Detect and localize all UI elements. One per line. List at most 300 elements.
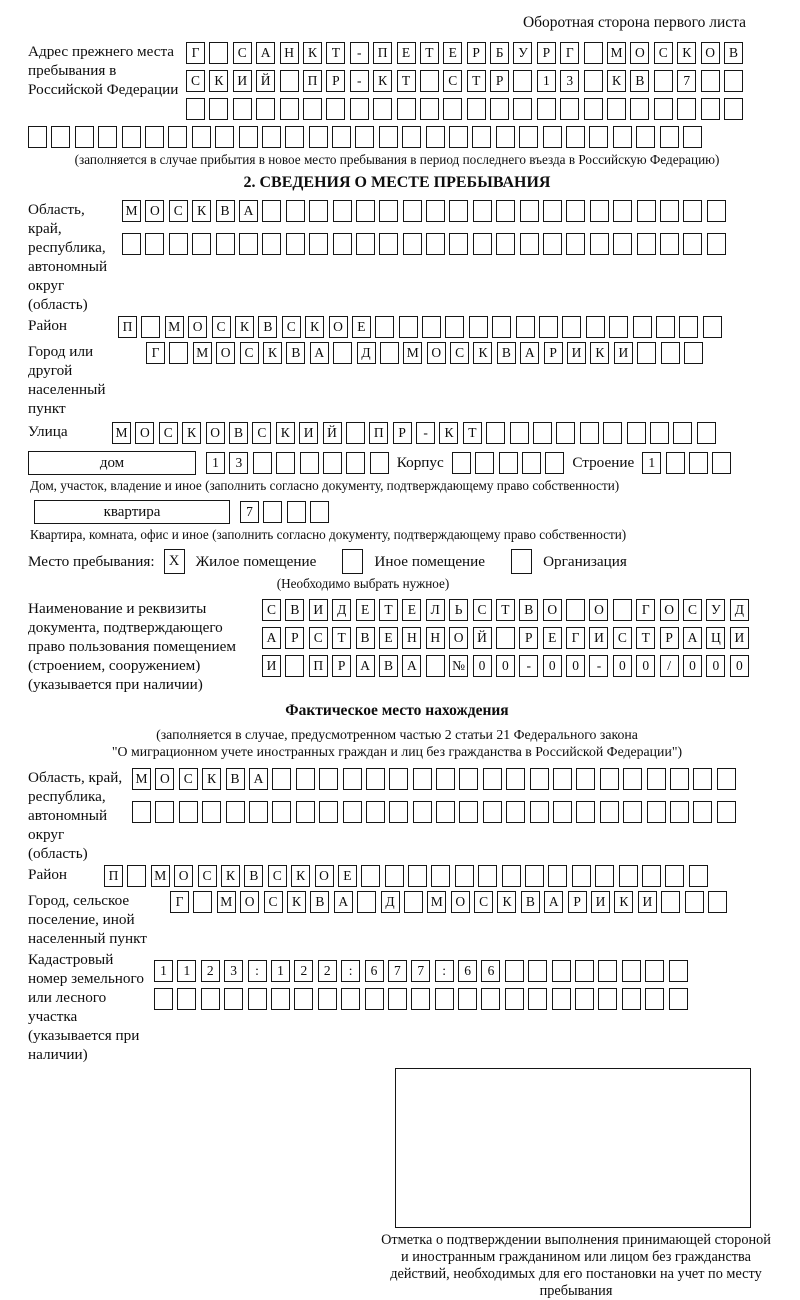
document-row-3 bbox=[262, 655, 749, 677]
char-cell: А bbox=[402, 655, 421, 677]
char-cell: Р bbox=[285, 627, 304, 649]
char-cell: Е bbox=[356, 599, 375, 621]
char-cell: О bbox=[589, 599, 608, 621]
char-cell bbox=[379, 200, 398, 222]
apartment-block bbox=[34, 500, 766, 524]
char-cell bbox=[575, 960, 594, 982]
char-cell: Е bbox=[543, 627, 562, 649]
char-cell: О bbox=[155, 768, 174, 790]
char-cell bbox=[239, 233, 258, 255]
char-cell: 1 bbox=[642, 452, 661, 474]
char-cell bbox=[402, 126, 421, 148]
char-cell: Е bbox=[397, 42, 416, 64]
char-cell: П bbox=[104, 865, 123, 887]
korpus-boxes bbox=[452, 452, 565, 474]
char-cell bbox=[478, 865, 497, 887]
char-cell bbox=[397, 98, 416, 120]
char-cell bbox=[296, 801, 315, 823]
char-cell: О bbox=[701, 42, 720, 64]
char-cell bbox=[169, 342, 188, 364]
char-cell: И bbox=[589, 627, 608, 649]
char-cell bbox=[683, 233, 702, 255]
char-cell bbox=[413, 768, 432, 790]
char-cell bbox=[365, 988, 384, 1010]
char-cell: С bbox=[186, 70, 205, 92]
char-cell: М bbox=[122, 200, 141, 222]
char-cell bbox=[332, 126, 351, 148]
char-cell bbox=[192, 126, 211, 148]
char-cell bbox=[458, 988, 477, 1010]
char-cell: А bbox=[262, 627, 281, 649]
char-cell bbox=[449, 200, 468, 222]
char-cell: Н bbox=[426, 627, 445, 649]
char-cell: У bbox=[706, 599, 725, 621]
char-cell bbox=[627, 422, 646, 444]
char-cell bbox=[177, 988, 196, 1010]
char-cell bbox=[420, 70, 439, 92]
char-cell: : bbox=[435, 960, 454, 982]
char-cell bbox=[708, 891, 727, 913]
char-cell: Е bbox=[402, 599, 421, 621]
char-cell bbox=[209, 98, 228, 120]
char-cell: М bbox=[132, 768, 151, 790]
char-cell: Г bbox=[146, 342, 165, 364]
char-cell bbox=[666, 452, 685, 474]
char-cell: К bbox=[263, 342, 282, 364]
char-cell: Н bbox=[280, 42, 299, 64]
char-cell: С bbox=[683, 599, 702, 621]
char-cell bbox=[685, 891, 704, 913]
char-cell: - bbox=[519, 655, 538, 677]
char-cell: 6 bbox=[458, 960, 477, 982]
char-cell bbox=[660, 200, 679, 222]
char-cell: С bbox=[159, 422, 178, 444]
char-cell: А bbox=[334, 891, 353, 913]
document-row-2 bbox=[262, 627, 749, 649]
char-cell: 7 bbox=[411, 960, 430, 982]
char-cell bbox=[562, 316, 581, 338]
char-cell bbox=[385, 865, 404, 887]
char-cell bbox=[202, 801, 221, 823]
char-cell: Р bbox=[544, 342, 563, 364]
street-label: Улица bbox=[28, 423, 68, 440]
char-cell bbox=[294, 988, 313, 1010]
char-cell: Д bbox=[381, 891, 400, 913]
char-cell bbox=[513, 70, 532, 92]
cadastral-row-1 bbox=[154, 960, 688, 982]
stay-type-checkbox-residential bbox=[164, 549, 185, 574]
char-cell: В bbox=[521, 891, 540, 913]
char-cell: О bbox=[145, 200, 164, 222]
char-cell bbox=[355, 126, 374, 148]
char-cell bbox=[684, 342, 703, 364]
char-cell bbox=[656, 316, 675, 338]
char-cell: С bbox=[268, 865, 287, 887]
char-cell: Е bbox=[338, 865, 357, 887]
char-cell bbox=[496, 126, 515, 148]
char-cell bbox=[169, 233, 188, 255]
char-cell bbox=[98, 126, 117, 148]
char-cell: X bbox=[164, 549, 185, 574]
char-cell bbox=[637, 200, 656, 222]
char-cell bbox=[689, 452, 708, 474]
char-cell bbox=[543, 233, 562, 255]
char-cell bbox=[607, 98, 626, 120]
char-cell bbox=[233, 98, 252, 120]
char-cell: В bbox=[379, 655, 398, 677]
char-cell bbox=[510, 422, 529, 444]
char-cell bbox=[724, 70, 743, 92]
char-cell bbox=[677, 98, 696, 120]
char-cell: М bbox=[165, 316, 184, 338]
char-cell bbox=[566, 599, 585, 621]
char-cell bbox=[539, 316, 558, 338]
char-cell bbox=[689, 865, 708, 887]
char-cell: Т bbox=[636, 627, 655, 649]
char-cell bbox=[520, 200, 539, 222]
char-cell bbox=[346, 422, 365, 444]
char-cell bbox=[660, 126, 679, 148]
char-cell bbox=[492, 316, 511, 338]
char-cell: М bbox=[112, 422, 131, 444]
char-cell: В bbox=[286, 342, 305, 364]
char-cell bbox=[350, 98, 369, 120]
char-cell bbox=[366, 768, 385, 790]
char-cell bbox=[545, 452, 564, 474]
char-cell bbox=[525, 865, 544, 887]
confirmation-mark-box bbox=[395, 1068, 751, 1228]
char-cell: 1 bbox=[154, 960, 173, 982]
char-cell bbox=[595, 865, 614, 887]
char-cell bbox=[661, 342, 680, 364]
char-cell bbox=[449, 126, 468, 148]
char-cell: В bbox=[519, 599, 538, 621]
char-cell bbox=[496, 233, 515, 255]
char-cell: О bbox=[206, 422, 225, 444]
char-cell bbox=[576, 768, 595, 790]
char-cell bbox=[51, 126, 70, 148]
char-cell bbox=[426, 655, 445, 677]
char-cell bbox=[693, 801, 712, 823]
char-cell bbox=[598, 988, 617, 1010]
char-cell: Р bbox=[568, 891, 587, 913]
char-cell bbox=[566, 233, 585, 255]
char-cell bbox=[623, 768, 642, 790]
char-cell bbox=[449, 233, 468, 255]
char-cell bbox=[271, 988, 290, 1010]
char-cell: К bbox=[497, 891, 516, 913]
char-cell bbox=[520, 233, 539, 255]
char-cell bbox=[389, 801, 408, 823]
char-cell: О bbox=[660, 599, 679, 621]
char-cell bbox=[408, 865, 427, 887]
char-cell: К bbox=[276, 422, 295, 444]
char-cell bbox=[155, 801, 174, 823]
char-cell: В bbox=[310, 891, 329, 913]
char-cell: - bbox=[416, 422, 435, 444]
char-cell bbox=[603, 422, 622, 444]
char-cell: Р bbox=[326, 70, 345, 92]
char-cell bbox=[426, 126, 445, 148]
cadastral-row-2 bbox=[154, 988, 688, 1010]
char-cell: О bbox=[630, 42, 649, 64]
char-cell bbox=[481, 988, 500, 1010]
char-cell bbox=[341, 988, 360, 1010]
char-cell bbox=[548, 865, 567, 887]
stay-type-caption: (Необходимо выбрать нужное) bbox=[276, 576, 450, 591]
char-cell bbox=[613, 599, 632, 621]
prev-address-caption: (заполняется в случае прибытия в новое место пребывания в период последнего въезда в Российскую Федерацию) bbox=[74, 152, 720, 167]
document-grid bbox=[262, 599, 749, 677]
char-cell bbox=[600, 801, 619, 823]
char-cell: Д bbox=[730, 599, 749, 621]
char-cell bbox=[533, 422, 552, 444]
char-cell: С bbox=[233, 42, 252, 64]
char-cell bbox=[309, 200, 328, 222]
char-cell: О bbox=[449, 627, 468, 649]
char-cell bbox=[590, 200, 609, 222]
char-cell: В bbox=[356, 627, 375, 649]
char-cell: А bbox=[310, 342, 329, 364]
char-cell: К bbox=[182, 422, 201, 444]
char-cell: Т bbox=[463, 422, 482, 444]
prev-address-row-2 bbox=[186, 70, 743, 92]
stay-type-option-organization-label: Организация bbox=[543, 552, 627, 570]
char-cell bbox=[127, 865, 146, 887]
char-cell bbox=[613, 233, 632, 255]
char-cell: И bbox=[299, 422, 318, 444]
char-cell bbox=[580, 422, 599, 444]
char-cell: 3 bbox=[224, 960, 243, 982]
char-cell bbox=[670, 768, 689, 790]
char-cell bbox=[633, 316, 652, 338]
char-cell: Т bbox=[397, 70, 416, 92]
char-cell bbox=[717, 801, 736, 823]
char-cell bbox=[502, 865, 521, 887]
char-cell: У bbox=[513, 42, 532, 64]
char-cell: О bbox=[188, 316, 207, 338]
char-cell bbox=[553, 801, 572, 823]
char-cell: 0 bbox=[683, 655, 702, 677]
al-region-grid bbox=[132, 768, 736, 823]
char-cell bbox=[216, 233, 235, 255]
char-cell: К bbox=[221, 865, 240, 887]
char-cell bbox=[584, 42, 603, 64]
char-cell bbox=[613, 200, 632, 222]
char-cell bbox=[224, 988, 243, 1010]
char-cell: С bbox=[613, 627, 632, 649]
char-cell: 2 bbox=[318, 960, 337, 982]
char-cell: 6 bbox=[481, 960, 500, 982]
char-cell: М bbox=[403, 342, 422, 364]
char-cell: И bbox=[233, 70, 252, 92]
char-cell: С bbox=[264, 891, 283, 913]
char-cell: 7 bbox=[240, 501, 259, 523]
char-cell bbox=[683, 126, 702, 148]
char-cell: И bbox=[567, 342, 586, 364]
stay-type-row bbox=[28, 549, 766, 574]
char-cell: П bbox=[118, 316, 137, 338]
char-cell bbox=[404, 891, 423, 913]
char-cell: Ь bbox=[449, 599, 468, 621]
char-cell: 1 bbox=[177, 960, 196, 982]
char-cell: В bbox=[497, 342, 516, 364]
char-cell: И bbox=[638, 891, 657, 913]
section2-title: 2. СВЕДЕНИЯ О МЕСТЕ ПРЕБЫВАНИЯ bbox=[243, 174, 551, 191]
char-cell: 0 bbox=[613, 655, 632, 677]
char-cell bbox=[506, 801, 525, 823]
apartment-field: квартира bbox=[34, 500, 230, 524]
char-cell bbox=[309, 126, 328, 148]
al-district-row bbox=[104, 865, 708, 887]
char-cell: С bbox=[474, 891, 493, 913]
char-cell bbox=[483, 768, 502, 790]
char-cell: 1 bbox=[206, 452, 225, 474]
char-cell: С bbox=[252, 422, 271, 444]
char-cell: С bbox=[179, 768, 198, 790]
actual-location-title: Фактическое место нахождения bbox=[285, 702, 509, 719]
char-cell: В bbox=[244, 865, 263, 887]
char-cell: Г bbox=[560, 42, 579, 64]
prev-address-block bbox=[28, 42, 766, 126]
char-cell: С bbox=[212, 316, 231, 338]
char-cell: А bbox=[520, 342, 539, 364]
char-cell bbox=[516, 316, 535, 338]
char-cell bbox=[486, 422, 505, 444]
district-label: Район bbox=[28, 317, 68, 334]
char-cell bbox=[528, 988, 547, 1010]
house-field: дом bbox=[28, 451, 196, 475]
al-city-label: Город, сельское поселение, иной населенный пункт bbox=[28, 892, 147, 947]
char-cell bbox=[318, 988, 337, 1010]
char-cell: Р bbox=[537, 42, 556, 64]
char-cell: С bbox=[240, 342, 259, 364]
char-cell bbox=[422, 316, 441, 338]
char-cell bbox=[707, 200, 726, 222]
district-row bbox=[118, 316, 722, 338]
char-cell bbox=[654, 98, 673, 120]
char-cell bbox=[319, 801, 338, 823]
street-row bbox=[112, 422, 716, 444]
char-cell bbox=[389, 768, 408, 790]
char-cell bbox=[459, 768, 478, 790]
char-cell bbox=[310, 501, 329, 523]
char-cell bbox=[168, 126, 187, 148]
prev-address-grid bbox=[186, 42, 743, 126]
char-cell: С bbox=[198, 865, 217, 887]
char-cell: В bbox=[630, 70, 649, 92]
char-cell: Б bbox=[490, 42, 509, 64]
char-cell bbox=[552, 988, 571, 1010]
char-cell bbox=[519, 126, 538, 148]
char-cell bbox=[560, 98, 579, 120]
char-cell: Т bbox=[496, 599, 515, 621]
char-cell bbox=[552, 960, 571, 982]
char-cell bbox=[286, 233, 305, 255]
char-cell: 0 bbox=[496, 655, 515, 677]
char-cell: : bbox=[248, 960, 267, 982]
char-cell: К bbox=[607, 70, 626, 92]
char-cell: П bbox=[369, 422, 388, 444]
char-cell: И bbox=[614, 342, 633, 364]
char-cell bbox=[496, 627, 515, 649]
al-district-label: Район bbox=[28, 866, 68, 883]
char-cell bbox=[660, 233, 679, 255]
char-cell: А bbox=[683, 627, 702, 649]
char-cell bbox=[436, 801, 455, 823]
char-cell: 0 bbox=[730, 655, 749, 677]
char-cell bbox=[566, 126, 585, 148]
char-cell bbox=[262, 126, 281, 148]
char-cell: К bbox=[202, 768, 221, 790]
char-cell: Н bbox=[402, 627, 421, 649]
al-district-block bbox=[28, 865, 766, 887]
char-cell bbox=[661, 891, 680, 913]
char-cell: В bbox=[285, 599, 304, 621]
char-cell: К bbox=[209, 70, 228, 92]
char-cell bbox=[637, 342, 656, 364]
char-cell: 7 bbox=[388, 960, 407, 982]
char-cell bbox=[576, 801, 595, 823]
char-cell: О bbox=[543, 599, 562, 621]
char-cell: И bbox=[262, 655, 281, 677]
char-cell: Е bbox=[443, 42, 462, 64]
page-header-note: Оборотная сторона первого листа bbox=[522, 14, 746, 31]
char-cell: 3 bbox=[229, 452, 248, 474]
char-cell bbox=[399, 316, 418, 338]
char-cell bbox=[380, 342, 399, 364]
al-city-block bbox=[28, 891, 766, 948]
region-row-2 bbox=[122, 233, 726, 255]
char-cell: В bbox=[258, 316, 277, 338]
char-cell bbox=[717, 768, 736, 790]
char-cell: О bbox=[216, 342, 235, 364]
char-cell bbox=[145, 126, 164, 148]
char-cell bbox=[609, 316, 628, 338]
al-region-row-2 bbox=[132, 801, 736, 823]
char-cell bbox=[496, 200, 515, 222]
char-cell bbox=[590, 233, 609, 255]
char-cell bbox=[333, 233, 352, 255]
city-row bbox=[146, 342, 703, 364]
char-cell bbox=[701, 98, 720, 120]
korpus-label: Корпус bbox=[396, 454, 444, 471]
char-cell bbox=[370, 452, 389, 474]
char-cell: Д bbox=[332, 599, 351, 621]
char-cell: К bbox=[305, 316, 324, 338]
char-cell: И bbox=[591, 891, 610, 913]
char-cell: А bbox=[249, 768, 268, 790]
char-cell bbox=[622, 960, 641, 982]
house-caption: Дом, участок, владение и иное (заполнить согласно документу, подтверждающему право собственности) bbox=[30, 478, 620, 493]
char-cell bbox=[586, 316, 605, 338]
char-cell bbox=[379, 126, 398, 148]
char-cell bbox=[426, 233, 445, 255]
cadastral-label: Кадастровый номер земельного или лесного участка (указывается при наличии) bbox=[28, 951, 144, 1063]
char-cell: В bbox=[229, 422, 248, 444]
char-cell bbox=[403, 233, 422, 255]
char-cell bbox=[619, 865, 638, 887]
char-cell bbox=[272, 768, 291, 790]
document-row-1 bbox=[262, 599, 749, 621]
char-cell bbox=[707, 233, 726, 255]
char-cell bbox=[473, 200, 492, 222]
char-cell bbox=[379, 233, 398, 255]
char-cell: К bbox=[677, 42, 696, 64]
char-cell bbox=[280, 70, 299, 92]
char-cell: С bbox=[262, 599, 281, 621]
char-cell: К bbox=[303, 42, 322, 64]
